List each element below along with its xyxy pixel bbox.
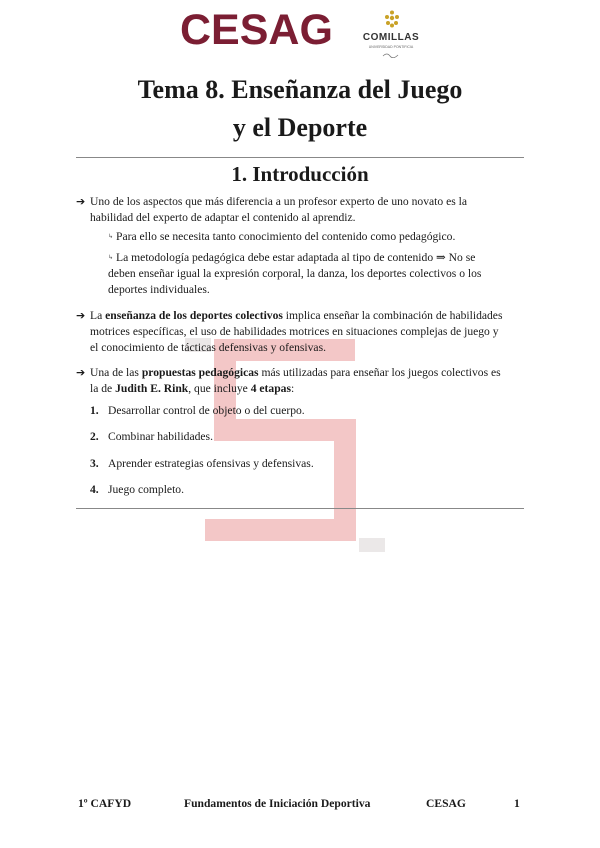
sub-item-text: deportes individuales. [108, 283, 210, 296]
comillas-crest-icon [384, 10, 400, 28]
step-text: Desarrollar control de objeto o del cuerpo. [108, 404, 305, 417]
bullet-text-line: La enseñanza de los deportes colectivos implica enseñar la combinación de habilidades [90, 309, 503, 322]
arrow-icon: ➔ [76, 195, 86, 208]
list-item [90, 429, 510, 445]
bullet-text-line: el conocimiento de tácticas defensivas y ofensivas. [90, 341, 326, 354]
step-text: Juego completo. [108, 483, 184, 496]
bold-term: enseñanza de los deportes colectivos [105, 309, 283, 322]
footer-institution: CESAG [426, 797, 466, 810]
comillas-name: COMILLAS [362, 32, 420, 43]
list-item [90, 403, 510, 419]
step-text: Combinar habilidades. [108, 430, 213, 443]
cesag-logo: CESAG [180, 6, 333, 54]
sub-item-text: La metodología pedagógica debe estar adaptada al tipo de contenido ⇒ No se [116, 251, 476, 264]
bold-term: 4 etapas [250, 382, 291, 395]
sub-arrow-icon: ↳ [108, 254, 114, 261]
signature-mark [382, 52, 400, 58]
list-item [90, 482, 510, 498]
divider-bottom [76, 508, 524, 509]
step-number: 4. [90, 483, 99, 496]
step-text: Aprender estrategias ofensivas y defensivas. [108, 457, 314, 470]
step-number: 3. [90, 457, 99, 470]
sub-item-text: deben enseñar igual la expresión corporal, la danza, los deportes colectivos o los [108, 267, 482, 280]
bullet-text-line: motrices específicas, el uso de habilidades motrices en situaciones complejas de juego y [90, 325, 499, 338]
comillas-subtitle: UNIVERSIDAD PONTIFICIA [368, 45, 414, 49]
page-title-line-2: y el Deporte [232, 113, 368, 142]
step-number: 2. [90, 430, 99, 443]
arrow-icon: ➔ [76, 309, 86, 322]
bold-term: Judith E. Rink [115, 382, 189, 395]
footer-course: 1º CAFYD [78, 797, 132, 810]
footer-subject: Fundamentos de Iniciación Deportiva [184, 797, 371, 810]
page-header [0, 0, 600, 62]
sub-item [108, 250, 520, 298]
bullet-text-line: Uno de los aspectos que más diferencia a un profesor experto de uno novato es la [90, 195, 467, 208]
bold-term: propuestas pedagógicas [141, 366, 259, 379]
comillas-logo [358, 8, 424, 60]
divider-top [76, 157, 524, 158]
page-title-line-1: Tema 8. Enseñanza del Juego [137, 75, 463, 104]
list-item [90, 456, 510, 472]
bullet-text-line: la de Judith E. Rink, que incluye 4 etapas: [90, 382, 295, 395]
arrow-icon: ➔ [76, 366, 86, 379]
section-heading: 1. Introducción [231, 162, 369, 186]
bullet-text-line: Una de las propuestas pedagógicas más utilizadas para enseñar los juegos colectivos es [90, 366, 501, 379]
sub-item [108, 229, 520, 245]
step-number: 1. [90, 404, 99, 417]
sub-arrow-icon: ↳ [108, 233, 114, 240]
sub-item-text: Para ello se necesita tanto conocimiento del contenido como pedagógico. [116, 230, 456, 243]
page-number: 1 [514, 797, 520, 810]
bullet-text-line: habilidad del experto de adaptar el contenido al aprendiz. [90, 211, 356, 224]
